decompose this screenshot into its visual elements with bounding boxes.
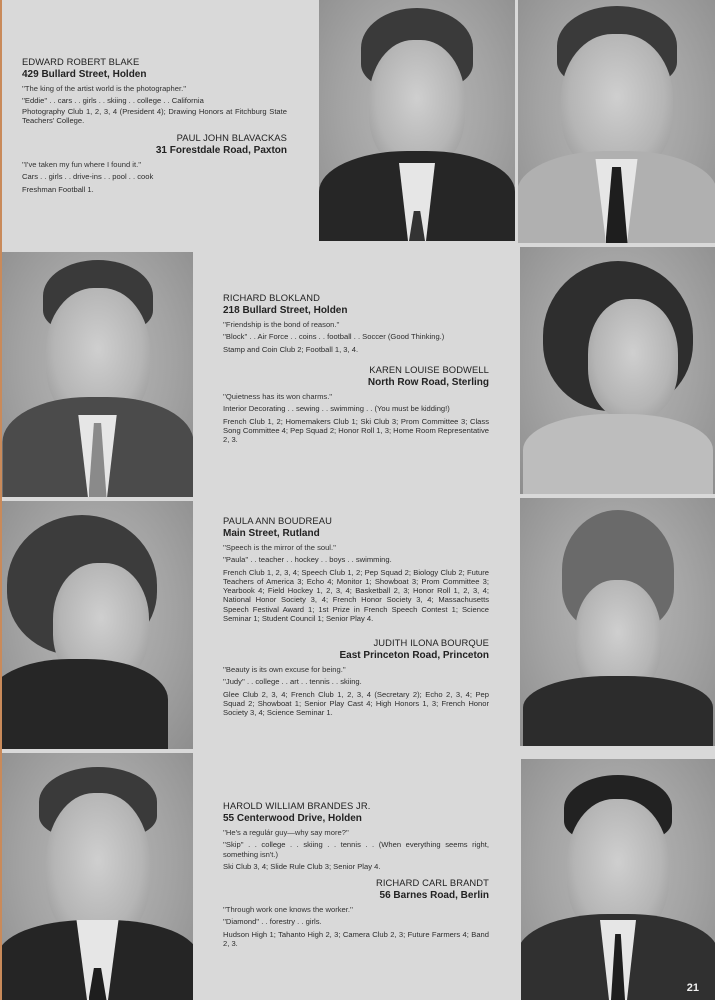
student-address: 56 Barnes Road, Berlin (379, 890, 489, 901)
student-address: 31 Forestdale Road, Paxton (155, 145, 287, 156)
student-activities: Stamp and Coin Club 2; Football 1, 3, 4. (223, 344, 359, 354)
student-activities: Hudson High 1; Tahanto High 2, 3; Camera Club 2, 3; Future Farmers 4; Band 2, 3. (223, 929, 489, 948)
student-address: 55 Centerwood Drive, Holden (223, 813, 362, 824)
student-quote: ''Friendship is the bond of reason.'' (223, 320, 340, 329)
student-quote: ''The king of the artist world is the photographer.'' (22, 84, 187, 93)
student-address: 429 Bullard Street, Holden (22, 69, 147, 80)
student-address: Main Street, Rutland (223, 528, 320, 539)
student-name: HAROLD WILLIAM BRANDES JR. (223, 800, 371, 811)
student-entry-blokland (223, 292, 489, 354)
student-address: East Princeton Road, Princeton (339, 650, 489, 661)
student-activities: Ski Club 3, 4; Slide Rule Club 3; Senior Play 4. (223, 861, 381, 871)
portrait-photo-brandes (2, 753, 193, 1000)
student-quote: ''I've taken my fun where I found it.'' (22, 160, 142, 169)
student-activities: French Club 1, 2; Homemakers Club 1; Ski Club 3; Prom Committee 3; Class Song Committee 4; Pep Squad 2; Honor Roll 1, 3; Home Room Representative 2, 3. (223, 416, 489, 445)
student-entry-blavackas (22, 132, 287, 194)
student-quote: ''Quietness has its won charms.'' (223, 392, 333, 401)
page-number: 21 (686, 982, 699, 994)
student-entry-brandes (223, 800, 489, 871)
student-interests: Interior Decorating . . sewing . . swimming . . (You must be kidding!) (223, 404, 450, 414)
student-entry-blake (22, 56, 287, 125)
student-quote: ''Beauty is its own excuse for being.'' (223, 665, 346, 674)
student-interests: ''Paula'' . . teacher . . hockey . . boys . . swimming. (223, 555, 392, 565)
student-entry-boudreau (223, 515, 489, 623)
student-activities: Glee Club 2, 3, 4; French Club 1, 2, 3, 4 (Secretary 2); Echo 2, 3, 4; Pep Squad 2; Showboat 1; Senior Play Cast 4; High Honors 1, 3; French Honor Society 3, 4; Science Seminar 1. (223, 689, 489, 718)
student-interests: Cars . . girls . . drive-ins . . pool . . cook (22, 172, 154, 182)
student-address: 218 Bullard Street, Holden (223, 305, 348, 316)
portrait-photo-bodwell (520, 247, 715, 494)
portrait-photo-bourque (520, 498, 715, 746)
portrait-photo-brandt (521, 759, 715, 1000)
student-interests: ''Diamond'' . . forestry . . girls. (223, 917, 322, 927)
student-name: KAREN LOUISE BODWELL (369, 364, 489, 375)
student-interests: ''Block'' . . Air Force . . coins . . football . . Soccer (Good Thinking.) (223, 332, 445, 342)
student-entry-bodwell (223, 364, 489, 444)
portrait-photo-blavackas (518, 0, 715, 243)
student-quote: ''Through work one knows the worker.'' (223, 905, 353, 914)
student-name: PAUL JOHN BLAVACKAS (176, 132, 287, 143)
portrait-photo-boudreau (2, 501, 193, 749)
student-name: JUDITH ILONA BOURQUE (373, 637, 489, 648)
student-entry-bourque (223, 637, 489, 717)
student-address: North Row Road, Sterling (367, 377, 489, 388)
student-name: RICHARD CARL BRANDT (375, 877, 489, 888)
student-interests: ''Skip'' . . college . . skiing . . tennis . . (When everything seems right, something isn't.) (223, 840, 489, 859)
student-interests: ''Judy'' . . college . . art . . tennis . . skiing. (223, 677, 362, 687)
student-activities: Photography Club 1, 2, 3, 4 (President 4); Drawing Honors at Fitchburg State Teachers' College. (22, 106, 287, 125)
student-name: EDWARD ROBERT BLAKE (22, 56, 140, 67)
student-quote: ''Speech is the mirror of the soul.'' (223, 543, 337, 552)
portrait-photo-blokland (2, 252, 193, 497)
student-name: PAULA ANN BOUDREAU (223, 515, 332, 526)
student-activities: French Club 1, 2, 3, 4; Speech Club 1, 2; Pep Squad 2; Biology Club 2; Future Teachers of America 3; Echo 4; Monitor 1; Showboat 3; Prom Committee 3; Yearbook 4; Field Hockey 1, 2, 3, 4; Basketball 2, 3; Honor Roll 1, 2, 3, 4; National Honor Society 3, 4; French Honor Society 3, 4; Massachusetts Speech Festival Award 1; 1st Prize in French Speech Contest 1; Science Seminar 1; Student Council 1; Senior Play 4. (223, 567, 489, 624)
student-name: RICHARD BLOKLAND (223, 292, 320, 303)
student-activities: Freshman Football 1. (22, 184, 94, 194)
portrait-photo-blake (319, 0, 515, 241)
student-entry-brandt (223, 877, 489, 948)
student-interests: ''Eddie'' . . cars . . girls . . skiing . . college . . California (22, 96, 204, 106)
student-quote: ''He's a regulár guy—why say more?'' (223, 828, 349, 837)
